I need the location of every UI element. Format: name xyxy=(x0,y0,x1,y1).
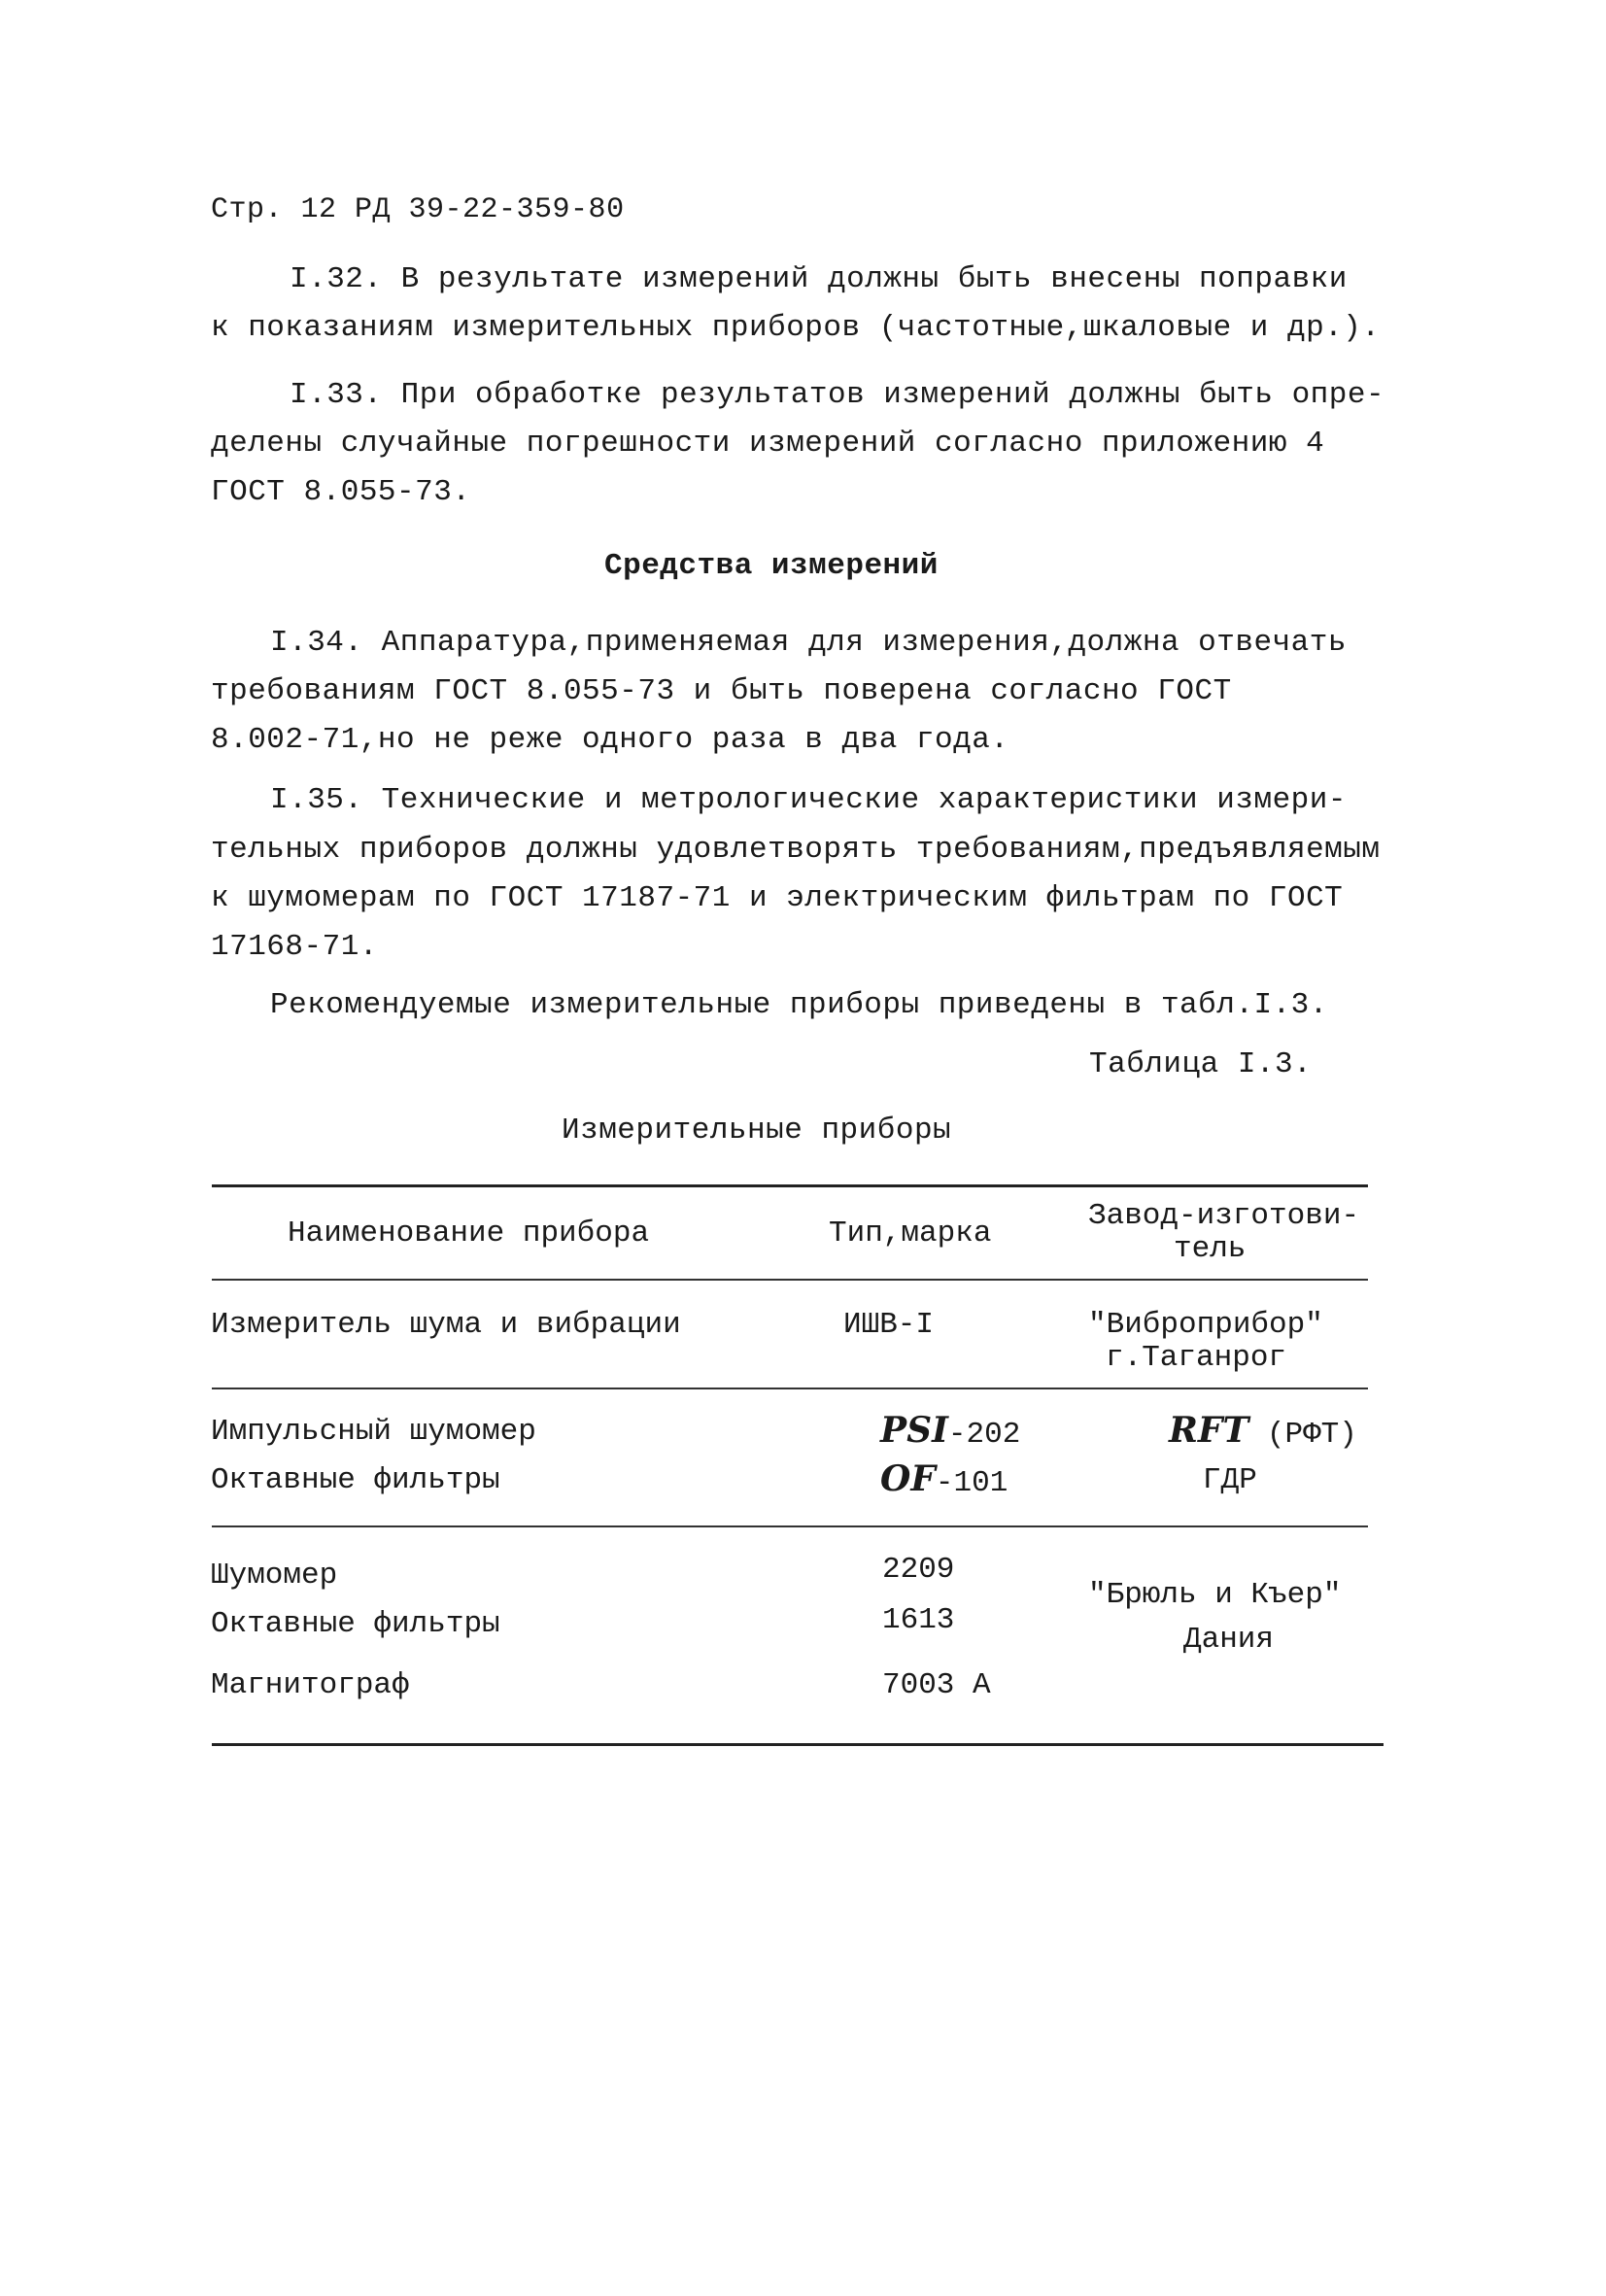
table-title: Измерительные приборы xyxy=(562,1114,952,1148)
group-rule xyxy=(212,1388,1368,1389)
paragraph-1-32-line-2: к показаниям измерительных приборов (частотные,шкаловые и др.). xyxy=(211,311,1381,345)
row-name: Импульсный шумомер xyxy=(211,1415,536,1449)
row-maker-line-1: "Виброприбор" xyxy=(1088,1308,1323,1342)
row-type: ИШВ-I xyxy=(843,1308,935,1342)
type-suffix: -202 xyxy=(947,1418,1021,1452)
paragraph-1-33-line-3: ГОСТ 8.055-73. xyxy=(211,475,471,509)
paragraph-1-35-line-4: 17168-71. xyxy=(211,930,378,964)
header-maker-line-2: тель xyxy=(1174,1232,1247,1266)
row-maker-line-1: "Брюль и Къер" xyxy=(1088,1578,1342,1612)
group-rule xyxy=(212,1525,1368,1527)
row-type: 1613 xyxy=(882,1603,955,1637)
paragraph-1-33-line-1: I.33. При обработке результатов измерений должны быть опре- xyxy=(290,378,1385,412)
row-maker-line-2: ГДР xyxy=(1203,1463,1257,1497)
type-suffix: -101 xyxy=(935,1466,1008,1500)
header-type: Тип,марка xyxy=(829,1217,992,1251)
paragraph-1-35-line-1: I.35. Технические и метрологические характеристики измери- xyxy=(270,783,1347,817)
table-reference: Рекомендуемые измерительные приборы приведены в табл.I.3. xyxy=(270,988,1328,1022)
row-type xyxy=(880,1410,1021,1453)
page-header: Стр. 12 РД 39-22-359-80 xyxy=(211,193,625,226)
table-bottom-rule xyxy=(212,1743,1384,1746)
paragraph-1-34-line-2: требованиям ГОСТ 8.055-73 и быть поверена согласно ГОСТ xyxy=(211,674,1232,708)
row-name: Октавные фильтры xyxy=(211,1607,500,1641)
paragraph-1-35-line-2: тельных приборов должны удовлетворять требованиям,предъявляемым xyxy=(211,833,1381,867)
paragraph-1-34-line-1: I.34. Аппаратура,применяемая для измерения,должна отвечать xyxy=(270,626,1347,660)
handwritten-maker-prefix: RFT xyxy=(1169,1410,1249,1451)
paragraph-1-33-line-2: делены случайные погрешности измерений согласно приложению 4 xyxy=(211,427,1325,461)
row-type: 2209 xyxy=(882,1553,955,1587)
row-type xyxy=(880,1458,1008,1501)
header-maker-line-1: Завод-изготови- xyxy=(1088,1199,1360,1233)
table-label: Таблица I.3. xyxy=(1089,1047,1313,1081)
maker-suffix: (РФТ) xyxy=(1266,1418,1357,1452)
row-maker-line-2: г.Таганрог xyxy=(1106,1341,1287,1375)
table-top-rule xyxy=(212,1184,1368,1187)
handwritten-type-prefix: PSI xyxy=(880,1410,948,1451)
row-name: Измеритель шума и вибрации xyxy=(211,1308,681,1342)
paragraph-1-34-line-3: 8.002-71,но не реже одного раза в два года. xyxy=(211,723,1009,757)
row-type: 7003 А xyxy=(882,1668,991,1702)
header-name: Наименование прибора xyxy=(288,1217,650,1251)
paragraph-1-32-line-1: I.32. В результате измерений должны быть внесены поправки xyxy=(290,262,1348,296)
row-name: Шумомер xyxy=(211,1559,338,1593)
paragraph-1-35-line-3: к шумомерам по ГОСТ 17187-71 и электрическим фильтрам по ГОСТ xyxy=(211,881,1344,915)
header-rule xyxy=(212,1279,1368,1281)
section-title: Средства измерений xyxy=(604,549,939,583)
row-name: Магнитограф xyxy=(211,1668,410,1702)
row-name: Октавные фильтры xyxy=(211,1463,500,1497)
row-maker-line-1 xyxy=(1169,1410,1357,1453)
row-maker-line-2: Дания xyxy=(1183,1623,1275,1657)
handwritten-type-prefix: OF xyxy=(880,1458,936,1499)
